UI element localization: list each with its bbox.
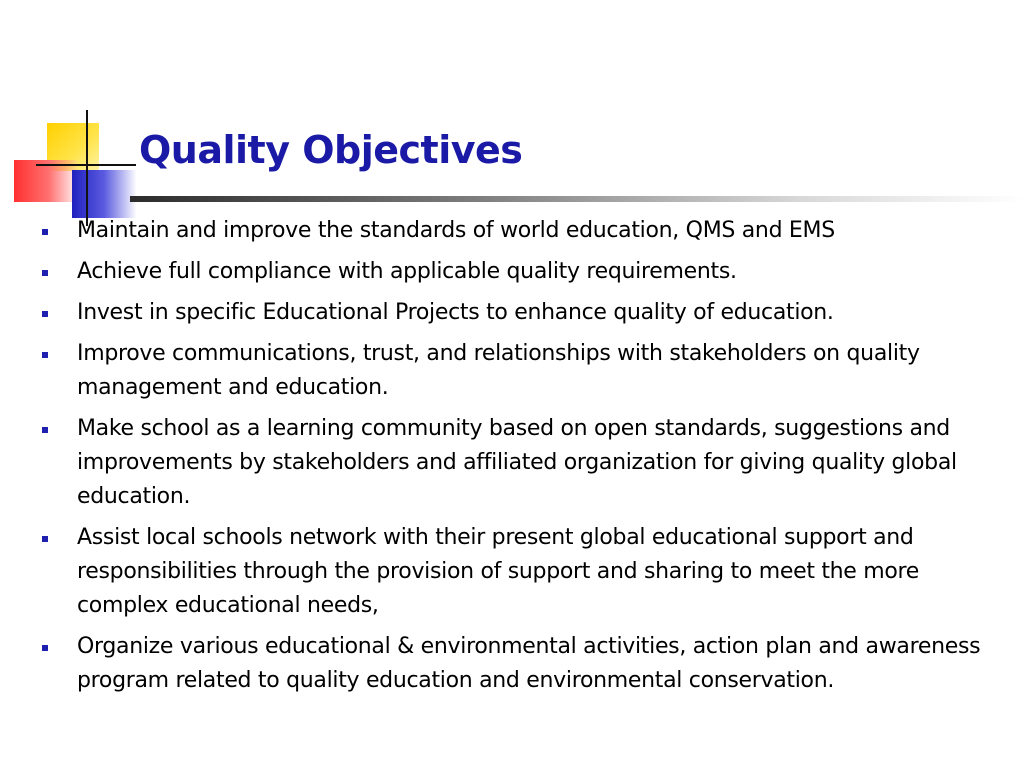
bullet-item <box>40 296 1000 330</box>
square-bullet-icon <box>42 645 48 651</box>
bullet-text: Invest in specific Educational Projects to enhance quality of education. <box>77 300 834 325</box>
vertical-line <box>86 110 88 226</box>
square-bullet-icon <box>42 311 48 317</box>
square-bullet-icon <box>42 536 48 542</box>
square-bullet-icon <box>42 270 48 276</box>
blue-square <box>72 170 136 218</box>
bullet-item <box>40 214 1000 248</box>
bullet-text: Maintain and improve the standards of world education, QMS and EMS <box>77 218 835 243</box>
bullet-item <box>40 521 1000 623</box>
bullet-text: Organize various educational & environmental activities, action plan and awareness program related to quality education and environmental conservation. <box>77 634 981 693</box>
bullet-item <box>40 412 1000 514</box>
bullet-text: Make school as a learning community based on open standards, suggestions and improvements by stakeholders and affiliated organization for giving quality global education. <box>77 416 957 509</box>
bullet-item <box>40 255 1000 289</box>
square-bullet-icon <box>42 229 48 235</box>
square-bullet-icon <box>42 352 48 358</box>
bullet-item <box>40 630 1000 698</box>
bullet-text: Assist local schools network with their present global educational support and responsibilities through the provision of support and sharing to meet the more complex educational needs, <box>77 525 920 618</box>
horizontal-line <box>36 164 136 166</box>
bullet-item <box>40 337 1000 405</box>
bullet-list <box>40 214 1000 705</box>
bullet-text: Achieve full compliance with applicable quality requirements. <box>77 259 737 284</box>
title-underline <box>130 196 1024 202</box>
slide-title: Quality Objectives <box>139 128 523 172</box>
square-bullet-icon <box>42 427 48 433</box>
decorative-squares-logo <box>0 0 150 230</box>
red-square <box>14 160 77 202</box>
bullet-text: Improve communications, trust, and relationships with stakeholders on quality management and education. <box>77 341 920 400</box>
